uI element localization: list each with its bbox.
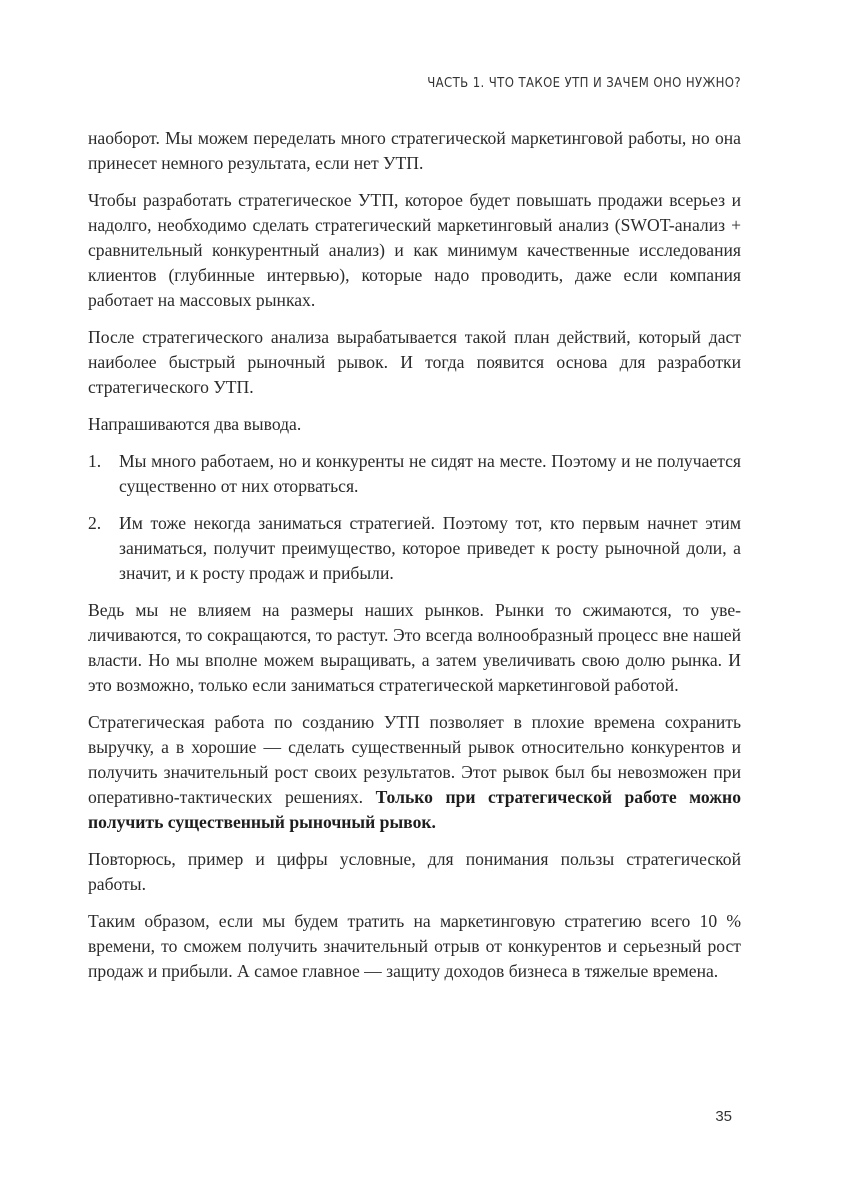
paragraph-3: После стратегического анализа вырабатывается такой план действий, который даст наиболее быстрый рыночный рывок. И тогда появится основа для разработки стратегического УТП. — [88, 327, 741, 397]
paragraph-1: наоборот. Мы можем переделать много стратегической маркетинговой работы, но она принесет немного результата, если нет УТП. — [88, 128, 741, 173]
paragraph-2: Чтобы разработать стратегическое УТП, которое будет повышать продажи всерьез и надолго, необходимо сделать стратегический маркетинговый анализ (SWOT-анализ + сравнительный конкурентный анализ) и как минимум качественные исследования клиентов (глубинные интервью), которые надо проводить, даже если компания работает на массовых рынках. — [88, 190, 741, 310]
paragraph-7: Повторюсь, пример и цифры условные, для понимания пользы стратегической работы. — [88, 849, 741, 894]
paragraph-6 — [88, 710, 741, 835]
list-number: 2. — [88, 513, 102, 533]
paragraph-4: Напрашиваются два вывода. — [88, 414, 302, 434]
conclusion-item-1 — [88, 449, 741, 499]
list-number: 1. — [88, 451, 102, 471]
list-item-text: Им тоже некогда заниматься стратегией. Поэтому тот, кто первым начнет этим заниматься, получит преимущество, которое приведет к росту рыночной доли, а значит, и к росту продаж и прибыли. — [119, 513, 741, 583]
conclusion-item-2 — [88, 511, 741, 586]
paragraph-6-bold: Только при стратегической работе можно получить существенный рыночный рывок. — [88, 787, 741, 832]
body-text — [88, 126, 741, 996]
list-item-text: Мы много работаем, но и конкуренты не сидят на месте. Поэтому и не получается существенно от них оторваться. — [119, 451, 741, 496]
conclusions-list — [88, 449, 741, 586]
running-header: ЧАСТЬ 1. ЧТО ТАКОЕ УТП И ЗАЧЕМ ОНО НУЖНО? — [427, 76, 741, 91]
page-number: 35 — [715, 1108, 732, 1125]
paragraph-5: Ведь мы не влияем на размеры наших рынков. Рынки то сжимаются, то увеличиваются, то сокращаются, то растут. Это всегда волнообразный процесс вне нашей власти. Но мы вполне можем выращивать, а затем увеличивать свою долю рынка. И это возможно, только если заниматься стратегической маркетинговой работой. — [88, 600, 741, 695]
paragraph-6-regular: Стратегическая работа по созданию УТП позволяет в плохие времена сохранить выручку, а в хорошие — сделать существенный рывок относительно конкурентов и получить значительный рост своих результатов. Этот рывок был бы невозможен при оперативно-тактических решениях. — [88, 712, 741, 807]
paragraph-8: Таким образом, если мы будем тратить на маркетинговую стратегию всего 10 % времени, то сможем получить значительный отрыв от конкурентов и серьезный рост продаж и прибыли. А самое главное — защиту доходов бизнеса в тяжелые времена. — [88, 911, 741, 981]
